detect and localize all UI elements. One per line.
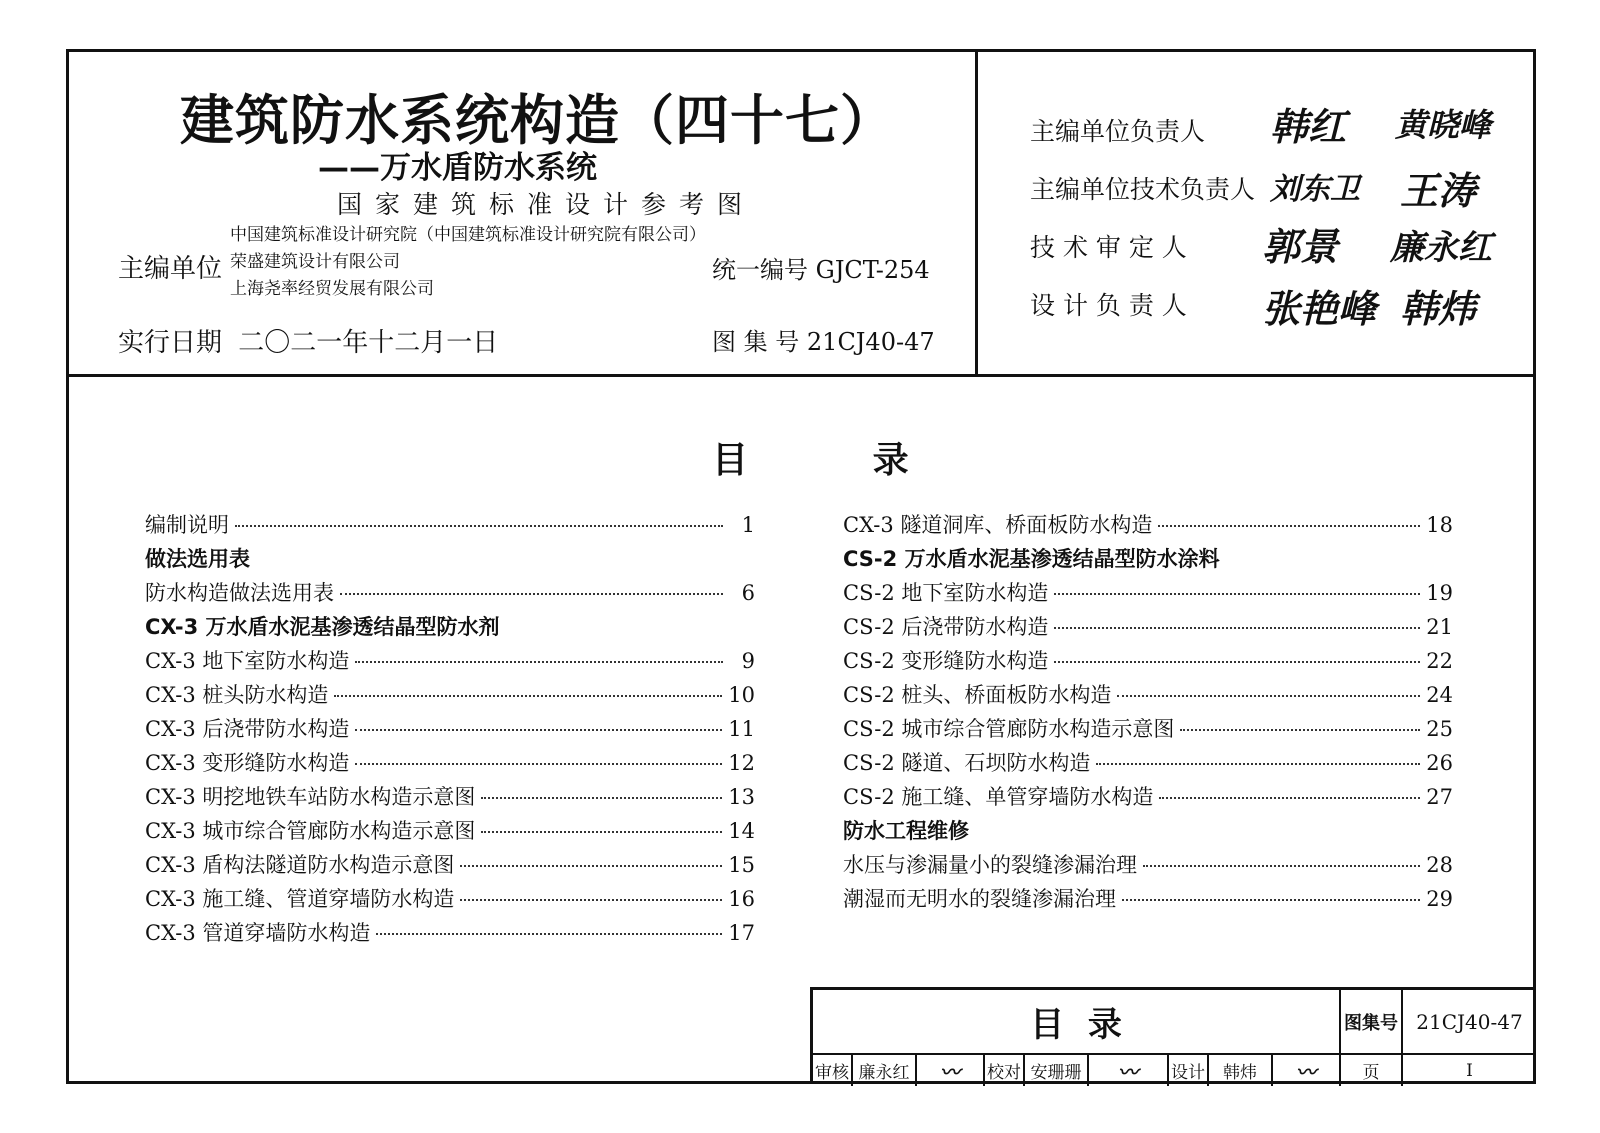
toc-leader bbox=[1159, 797, 1420, 799]
effective-date-label: 实行日期 bbox=[118, 328, 223, 358]
toc-leader bbox=[334, 695, 722, 697]
toc-entry[interactable] bbox=[145, 883, 755, 917]
toc-entry-page: 17 bbox=[728, 921, 755, 945]
toc-entry-text: CX-3 城市综合管廊防水构造示意图 bbox=[145, 819, 476, 843]
toc-entry-text: CS-2 城市综合管廊防水构造示意图 bbox=[843, 717, 1175, 741]
toc-entry-text: CS-2 隧道、石坝防水构造 bbox=[843, 751, 1091, 775]
signature: 韩红 bbox=[1270, 104, 1347, 149]
signature: 郭景 bbox=[1262, 224, 1339, 269]
toc-entry[interactable] bbox=[843, 645, 1453, 679]
toc-entry-page: 9 bbox=[741, 649, 755, 673]
toc-entry-page: 6 bbox=[741, 581, 755, 605]
atlas-number-label: 图 集 号 bbox=[712, 328, 800, 356]
toc-leader bbox=[235, 525, 723, 527]
toc-leader bbox=[355, 661, 723, 663]
toc-entry-text: CX-3 施工缝、管道穿墙防水构造 bbox=[145, 887, 455, 911]
toc-entry[interactable] bbox=[145, 509, 755, 543]
toc-leader bbox=[481, 831, 722, 833]
toc-entry-text: CX-3 隧道洞库、桥面板防水构造 bbox=[843, 513, 1153, 537]
toc-entry-page: 26 bbox=[1426, 751, 1453, 775]
toc-section-heading bbox=[843, 815, 1453, 849]
atlas-number bbox=[712, 322, 935, 357]
toc-entry[interactable] bbox=[843, 849, 1453, 883]
signature: 黄晓峰 bbox=[1395, 106, 1492, 144]
reviewer-signature: 〰 bbox=[917, 1055, 985, 1086]
toc-entry[interactable] bbox=[843, 577, 1453, 611]
toc-entry-page: 19 bbox=[1426, 581, 1453, 605]
checker-name: 安珊珊 bbox=[1025, 1055, 1089, 1086]
designer-name: 韩炜 bbox=[1209, 1055, 1273, 1086]
toc-entry-text: CX-3 桩头防水构造 bbox=[145, 683, 329, 707]
toc-leader bbox=[340, 593, 723, 595]
toc-title-char: 目 bbox=[712, 440, 749, 481]
effective-date-value: 二〇二一年十二月一日 bbox=[238, 328, 499, 358]
toc-entry[interactable] bbox=[843, 883, 1453, 917]
review-label: 审核 bbox=[813, 1055, 853, 1086]
toc-entry[interactable] bbox=[843, 781, 1453, 815]
toc-entry-text: CX-3 管道穿墙防水构造 bbox=[145, 921, 371, 945]
unified-code-value: GJCT-254 bbox=[815, 256, 930, 284]
toc-entry-page: 13 bbox=[728, 785, 755, 809]
toc-entry[interactable] bbox=[145, 815, 755, 849]
toc-section-text: 防水工程维修 bbox=[843, 819, 969, 843]
effective-date bbox=[118, 322, 498, 359]
toc-entry[interactable] bbox=[145, 917, 755, 951]
toc-entry-page: 15 bbox=[728, 853, 755, 877]
responsibility-label: 主编单位技术负责人 bbox=[1030, 175, 1256, 204]
toc-entry-text: 编制说明 bbox=[145, 513, 229, 537]
title-block bbox=[810, 987, 1536, 1084]
toc-leader bbox=[376, 933, 722, 935]
signature: 张艳峰 bbox=[1262, 286, 1377, 331]
toc-entry-page: 12 bbox=[728, 751, 755, 775]
toc-section-heading bbox=[843, 543, 1453, 577]
designer-signature: 〰 bbox=[1273, 1055, 1341, 1086]
toc-entry[interactable] bbox=[843, 679, 1453, 713]
responsibility-label: 技 术 审 定 人 bbox=[1030, 233, 1187, 262]
toc-leader bbox=[1117, 695, 1420, 697]
toc-entry[interactable] bbox=[145, 713, 755, 747]
toc-entry-text: CX-3 地下室防水构造 bbox=[145, 649, 350, 673]
toc-entry-page: 14 bbox=[728, 819, 755, 843]
toc-section-text: CX-3 万水盾水泥基渗透结晶型防水剂 bbox=[145, 615, 500, 639]
reviewer-name: 廉永红 bbox=[853, 1055, 917, 1086]
signature: 刘东卫 bbox=[1270, 172, 1360, 207]
toc-entry-text: CS-2 地下室防水构造 bbox=[843, 581, 1049, 605]
toc-entry-text: 防水构造做法选用表 bbox=[145, 581, 334, 605]
toc-section-heading bbox=[145, 543, 755, 577]
toc-entry-text: CX-3 明挖地铁车站防水构造示意图 bbox=[145, 785, 476, 809]
toc-entry-text: CS-2 变形缝防水构造 bbox=[843, 649, 1049, 673]
checker-signature: 〰 bbox=[1089, 1055, 1169, 1086]
atlas-subtitle: ——万水盾防水系统 bbox=[318, 150, 597, 186]
toc-leader bbox=[460, 865, 722, 867]
editor-list bbox=[230, 222, 706, 303]
toc-leader bbox=[481, 797, 722, 799]
toc-leader bbox=[1096, 763, 1420, 765]
reference-line: 国家建筑标准设计参考图 bbox=[337, 190, 756, 219]
toc-section-text: CS-2 万水盾水泥基渗透结晶型防水涂料 bbox=[843, 547, 1220, 571]
toc-leader bbox=[355, 763, 722, 765]
responsibility-row bbox=[1030, 170, 1255, 206]
toc-entry-text: CS-2 后浇带防水构造 bbox=[843, 615, 1049, 639]
toc-section-text: 做法选用表 bbox=[145, 547, 250, 571]
toc-section-heading bbox=[145, 611, 755, 645]
toc-entry[interactable] bbox=[145, 747, 755, 781]
atlas-number-value: 21CJ40-47 bbox=[806, 328, 935, 356]
toc-entry[interactable] bbox=[145, 645, 755, 679]
toc-entry-page: 22 bbox=[1426, 649, 1453, 673]
toc-entry-text: CS-2 施工缝、单管穿墙防水构造 bbox=[843, 785, 1154, 809]
header-vertical-divider bbox=[975, 49, 978, 376]
editor-label: 主编单位 bbox=[118, 254, 223, 284]
signature: 廉永红 bbox=[1390, 228, 1492, 268]
toc-entry[interactable] bbox=[843, 713, 1453, 747]
toc-entry-text: 水压与渗漏量小的裂缝渗漏治理 bbox=[843, 853, 1137, 877]
toc-leader bbox=[1180, 729, 1420, 731]
toc-entry-page: 11 bbox=[728, 717, 755, 741]
toc-entry[interactable] bbox=[145, 849, 755, 883]
toc-entry[interactable] bbox=[843, 611, 1453, 645]
toc-entry[interactable] bbox=[145, 679, 755, 713]
toc-leader bbox=[1054, 627, 1420, 629]
editor-item: 中国建筑标准设计研究院（中国建筑标准设计研究院有限公司） bbox=[230, 225, 706, 245]
toc-entry-page: 25 bbox=[1426, 717, 1453, 741]
toc-entry-text: CS-2 桩头、桥面板防水构造 bbox=[843, 683, 1112, 707]
toc-entry[interactable] bbox=[145, 781, 755, 815]
unified-code-label: 统一编号 bbox=[712, 256, 808, 284]
toc-entry-text: CX-3 盾构法隧道防水构造示意图 bbox=[145, 853, 455, 877]
toc-entry-text: CX-3 变形缝防水构造 bbox=[145, 751, 350, 775]
toc-entry-page: 28 bbox=[1426, 853, 1453, 877]
signature: 王涛 bbox=[1400, 168, 1477, 213]
toc-entry-page: 10 bbox=[728, 683, 755, 707]
toc-entry-page: 21 bbox=[1426, 615, 1453, 639]
toc-leader bbox=[1054, 593, 1420, 595]
toc-entry[interactable] bbox=[145, 577, 755, 611]
toc-entry-page: 29 bbox=[1426, 887, 1453, 911]
toc-entry[interactable] bbox=[843, 509, 1453, 543]
toc-leader bbox=[1122, 899, 1420, 901]
responsibility-label: 设 计 负 责 人 bbox=[1030, 291, 1187, 320]
responsibility-label: 主编单位负责人 bbox=[1030, 117, 1206, 146]
page-label: 页 bbox=[1341, 1055, 1403, 1086]
toc-leader bbox=[355, 729, 722, 731]
atlas-title: 建筑防水系统构造（四十七） bbox=[180, 89, 895, 152]
header-divider bbox=[66, 374, 1536, 377]
responsibility-row bbox=[1030, 112, 1205, 148]
title-block-atlas-label: 图集号 bbox=[1341, 990, 1403, 1053]
responsibility-row bbox=[1030, 286, 1187, 322]
responsibility-row bbox=[1030, 228, 1187, 264]
toc-leader bbox=[460, 899, 722, 901]
toc-title-char: 录 bbox=[872, 440, 909, 481]
toc-entry-text: CX-3 后浇带防水构造 bbox=[145, 717, 350, 741]
toc-leader bbox=[1143, 865, 1420, 867]
toc-right-column bbox=[843, 509, 1453, 917]
toc-entry[interactable] bbox=[843, 747, 1453, 781]
toc-entry-page: 16 bbox=[728, 887, 755, 911]
toc-entry-page: 18 bbox=[1426, 513, 1453, 537]
design-label: 设计 bbox=[1169, 1055, 1209, 1086]
toc-left-column bbox=[145, 509, 755, 951]
page-number: I bbox=[1466, 1060, 1473, 1081]
toc-leader bbox=[1158, 525, 1420, 527]
unified-code bbox=[712, 250, 930, 285]
editor-item: 荣盛建筑设计有限公司 bbox=[230, 252, 400, 272]
title-block-atlas-number: 21CJ40-47 bbox=[1416, 1009, 1523, 1034]
toc-entry-page: 1 bbox=[741, 513, 755, 537]
toc-leader bbox=[1054, 661, 1420, 663]
toc-entry-text: 潮湿而无明水的裂缝渗漏治理 bbox=[843, 887, 1116, 911]
title-block-name: 目 录 bbox=[813, 990, 1341, 1053]
check-label: 校对 bbox=[985, 1055, 1025, 1086]
toc-title bbox=[712, 432, 909, 483]
title-block-signoff-row bbox=[813, 1053, 1536, 1086]
editor-item: 上海尧率经贸发展有限公司 bbox=[230, 279, 434, 299]
toc-entry-page: 27 bbox=[1426, 785, 1453, 809]
toc-entry-page: 24 bbox=[1426, 683, 1453, 707]
signature: 韩炜 bbox=[1400, 286, 1477, 331]
